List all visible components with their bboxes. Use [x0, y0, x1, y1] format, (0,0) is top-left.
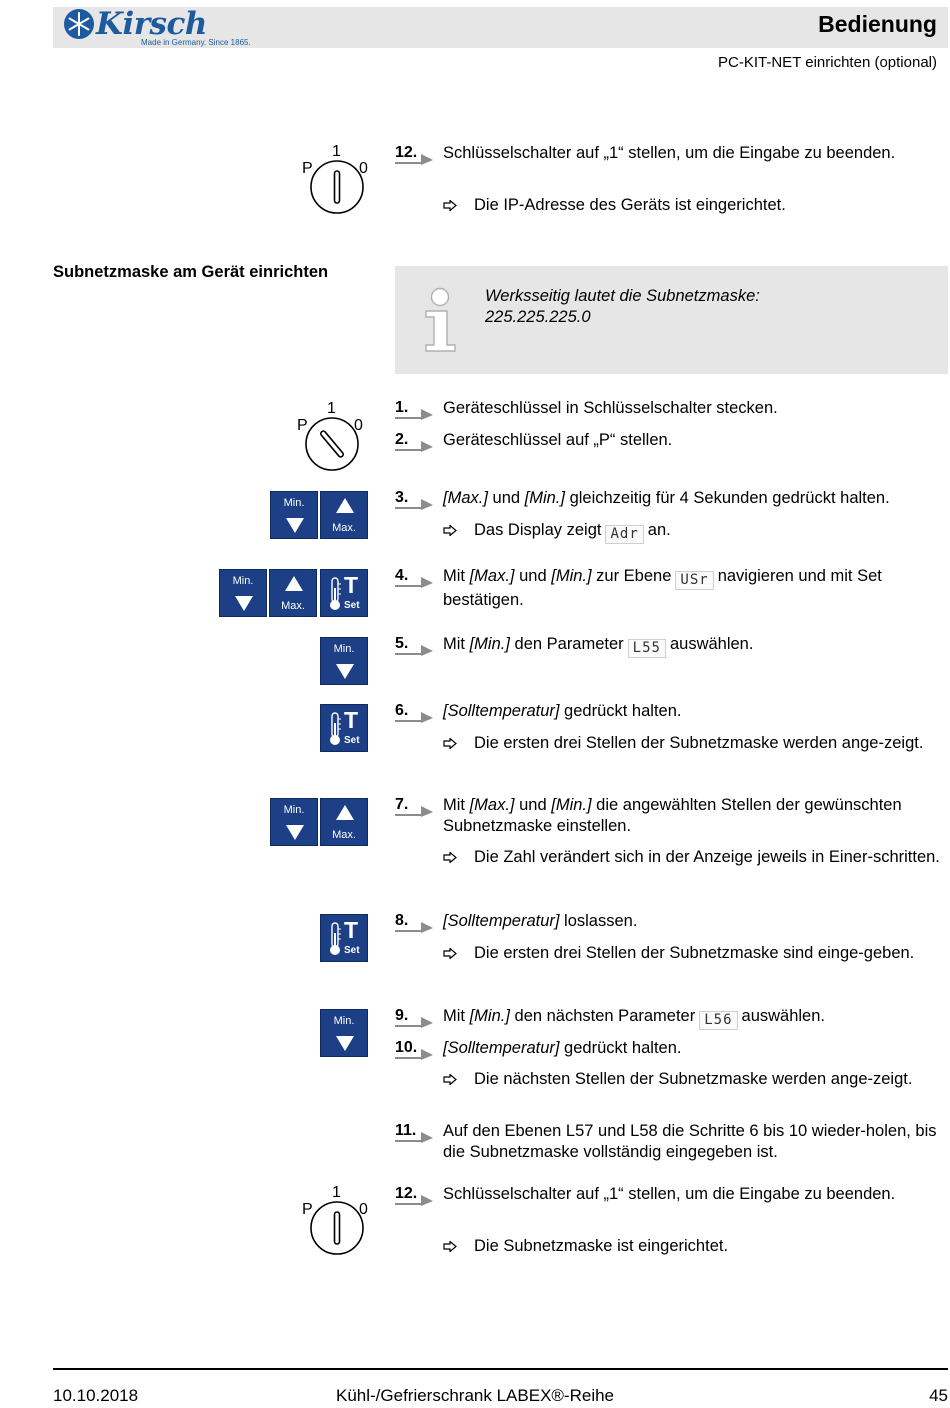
key-ref-max: [Max.]	[443, 489, 488, 507]
text-part: und	[514, 796, 552, 814]
text-part: Mit	[443, 567, 470, 585]
step-number: 9.	[395, 1007, 409, 1024]
min-button	[320, 637, 368, 685]
page-number: 45	[929, 1386, 948, 1405]
step-arrow-icon	[395, 644, 433, 656]
text-part: navigieren und mit Set bestätigen.	[443, 567, 882, 609]
max-label: Max.	[332, 829, 356, 841]
result-arrow-icon	[443, 852, 457, 863]
logo-wordmark: Kirsch	[96, 6, 207, 42]
step-number: 1.	[395, 399, 409, 416]
text-part: Mit	[443, 1007, 470, 1025]
step-result	[443, 1069, 948, 1090]
step-number: 11.	[395, 1122, 417, 1139]
step-arrow-icon	[395, 153, 433, 165]
arrow-up-icon	[321, 802, 369, 822]
step-number: 12.	[395, 1185, 418, 1202]
min-button	[219, 569, 267, 617]
step-arrow-icon	[395, 408, 433, 420]
step-number: 2.	[395, 431, 409, 448]
step-text	[443, 795, 948, 836]
step-text: Schlüsselschalter auf „1“ stellen, um die Eingabe zu beenden.	[443, 144, 896, 162]
set-button	[320, 914, 368, 962]
arrow-up-icon	[321, 495, 369, 515]
key-ref-set: [Solltemperatur]	[443, 702, 560, 720]
result-arrow-icon	[443, 1241, 457, 1252]
text-part: gleichzeitig für 4 Sekunden gedrückt halten.	[564, 489, 890, 507]
key-ref-min: [Min.]	[469, 635, 510, 653]
footer-title: Kühl-/Gefrierschrank LABEX®-Reihe	[335, 1386, 615, 1405]
step-text	[443, 488, 948, 509]
info-icon	[421, 287, 461, 353]
step-text: Geräteschlüssel in Schlüsselschalter stecken.	[443, 399, 778, 417]
text-part: Das Display zeigt	[474, 521, 602, 539]
key-label-p: P	[297, 417, 308, 434]
result-text: Die Zahl verändert sich in der Anzeige jeweils in Einer-schritten.	[474, 848, 940, 866]
step-text	[443, 1038, 948, 1059]
key-label-1: 1	[332, 143, 341, 160]
result-text: Die ersten drei Stellen der Subnetzmaske werden ange-zeigt.	[474, 734, 924, 752]
step-text	[443, 634, 948, 658]
result-arrow-icon	[443, 738, 457, 749]
key-label-1: 1	[332, 1184, 341, 1201]
thermometer-icon	[327, 711, 343, 747]
step-number: 12.	[395, 144, 418, 161]
display-l55: L55	[628, 639, 666, 658]
step-number: 3.	[395, 489, 409, 506]
min-label: Min.	[232, 575, 254, 587]
max-label: Max.	[332, 522, 356, 534]
result-text: Die nächsten Stellen der Subnetzmaske werden ange-zeigt.	[474, 1070, 913, 1088]
section-heading: Subnetzmaske am Gerät einrichten	[53, 263, 329, 281]
step-text	[443, 566, 948, 611]
key-ref-min: [Min.]	[469, 1007, 510, 1025]
text-part: Mit	[443, 796, 470, 814]
max-button	[320, 491, 368, 539]
step-result	[443, 733, 948, 754]
arrow-down-icon	[220, 594, 268, 614]
step-arrow-icon	[395, 805, 433, 817]
min-label: Min.	[333, 1015, 355, 1027]
result-text: Die Subnetzmaske ist eingerichtet.	[474, 1237, 729, 1255]
key-switch-position-1-icon	[300, 1184, 375, 1259]
t-label: T	[344, 917, 359, 943]
key-ref-min: [Min.]	[551, 796, 592, 814]
step-text: Geräteschlüssel auf „P“ stellen.	[443, 431, 673, 449]
display-adr: Adr	[605, 525, 643, 544]
step-number: 10.	[395, 1039, 418, 1056]
result-text	[474, 520, 948, 544]
page-subtitle: PC-KIT-NET einrichten (optional)	[718, 54, 937, 71]
result-text: Die ersten drei Stellen der Subnetzmaske sind einge-geben.	[474, 944, 915, 962]
page-section-title: Bedienung	[818, 11, 937, 37]
info-line-2: 225.225.225.0	[485, 307, 591, 326]
key-label-1: 1	[327, 400, 336, 417]
result-arrow-icon	[443, 200, 457, 211]
text-part: den nächsten Parameter	[509, 1007, 696, 1025]
result-arrow-icon	[443, 1074, 457, 1085]
step-result	[443, 520, 948, 544]
key-ref-set: [Solltemperatur]	[443, 912, 560, 930]
min-label: Min.	[283, 497, 305, 509]
set-button	[320, 569, 368, 617]
step-result	[443, 1236, 948, 1257]
t-label: T	[344, 707, 359, 733]
text-part: loslassen.	[559, 912, 638, 930]
snowflake-logo-icon	[62, 7, 96, 41]
step-number: 5.	[395, 635, 409, 652]
result-text: Die IP-Adresse des Geräts ist eingerichtet.	[474, 196, 786, 214]
set-label: Set	[344, 735, 360, 746]
logo-tagline: Made in Germany. Since 1865.	[141, 38, 251, 47]
step-number: 8.	[395, 912, 409, 929]
key-ref-min: [Min.]	[551, 567, 592, 585]
key-ref-max: [Max.]	[469, 796, 515, 814]
display-usr: USr	[675, 571, 713, 590]
step-arrow-icon	[395, 1016, 433, 1028]
step-number: 7.	[395, 796, 409, 813]
text-part: gedrückt halten.	[559, 702, 682, 720]
text-part: die angewählten Stellen der gewünschten Subnetzmaske einstellen.	[443, 796, 902, 835]
info-box	[395, 266, 948, 374]
min-label: Min.	[283, 804, 305, 816]
text-part: zur Ebene	[591, 567, 672, 585]
text-part: und	[514, 567, 552, 585]
step-number: 4.	[395, 567, 409, 584]
min-button	[320, 1009, 368, 1057]
key-ref-min: [Min.]	[524, 489, 565, 507]
step-arrow-icon	[395, 1131, 433, 1143]
text-part: an.	[647, 521, 671, 539]
max-label: Max.	[281, 600, 305, 612]
key-label-p: P	[302, 1201, 313, 1218]
key-ref-set: [Solltemperatur]	[443, 1039, 560, 1057]
step-text: Schlüsselschalter auf „1“ stellen, um die Eingabe zu beenden.	[443, 1185, 896, 1203]
footer-divider	[53, 1368, 948, 1370]
t-label: T	[344, 572, 359, 598]
arrow-down-icon	[271, 823, 319, 843]
max-button	[269, 569, 317, 617]
step-result	[443, 847, 948, 868]
key-label-p: P	[302, 160, 313, 177]
arrow-down-icon	[321, 662, 369, 682]
step-arrow-icon	[395, 1194, 433, 1206]
max-button	[320, 798, 368, 846]
step-text	[443, 911, 948, 932]
step-arrow-icon	[395, 576, 433, 588]
arrow-down-icon	[321, 1034, 369, 1054]
step-number: 6.	[395, 702, 409, 719]
set-button	[320, 704, 368, 752]
display-l56: L56	[699, 1011, 737, 1030]
min-label: Min.	[333, 643, 355, 655]
min-button	[270, 798, 318, 846]
min-button	[270, 491, 318, 539]
step-text	[443, 1006, 948, 1030]
text-part: gedrückt halten.	[559, 1039, 682, 1057]
text-part: den Parameter	[509, 635, 624, 653]
step-arrow-icon	[395, 440, 433, 452]
step-arrow-icon	[395, 498, 433, 510]
step-arrow-icon	[395, 1048, 433, 1060]
thermometer-icon	[327, 576, 343, 612]
set-label: Set	[344, 600, 360, 611]
key-switch-position-1-icon	[300, 143, 375, 218]
kirsch-logo	[62, 7, 252, 49]
result-arrow-icon	[443, 525, 457, 536]
step-arrow-icon	[395, 921, 433, 933]
arrow-down-icon	[271, 516, 319, 536]
step-text: Auf den Ebenen L57 und L58 die Schritte 6 bis 10 wieder-holen, bis die Subnetzmaske vollständig eingegeben ist.	[443, 1122, 937, 1161]
info-line-1: Werksseitig lautet die Subnetzmaske:	[485, 287, 760, 305]
result-arrow-icon	[443, 948, 457, 959]
text-part: Mit	[443, 635, 470, 653]
key-label-0: 0	[359, 1201, 368, 1218]
thermometer-icon	[327, 921, 343, 957]
text-part: auswählen.	[669, 635, 754, 653]
step-result	[443, 943, 948, 964]
step-text	[443, 701, 948, 722]
set-label: Set	[344, 945, 360, 956]
key-ref-max: [Max.]	[469, 567, 515, 585]
arrow-up-icon	[270, 573, 318, 593]
info-text	[485, 286, 760, 327]
text-part: und	[487, 489, 525, 507]
step-result	[443, 195, 948, 216]
step-arrow-icon	[395, 711, 433, 723]
footer-date: 10.10.2018	[53, 1386, 139, 1405]
key-label-0: 0	[354, 417, 363, 434]
text-part: auswählen.	[741, 1007, 825, 1025]
key-label-0: 0	[359, 160, 368, 177]
key-switch-position-p-icon	[295, 398, 370, 476]
